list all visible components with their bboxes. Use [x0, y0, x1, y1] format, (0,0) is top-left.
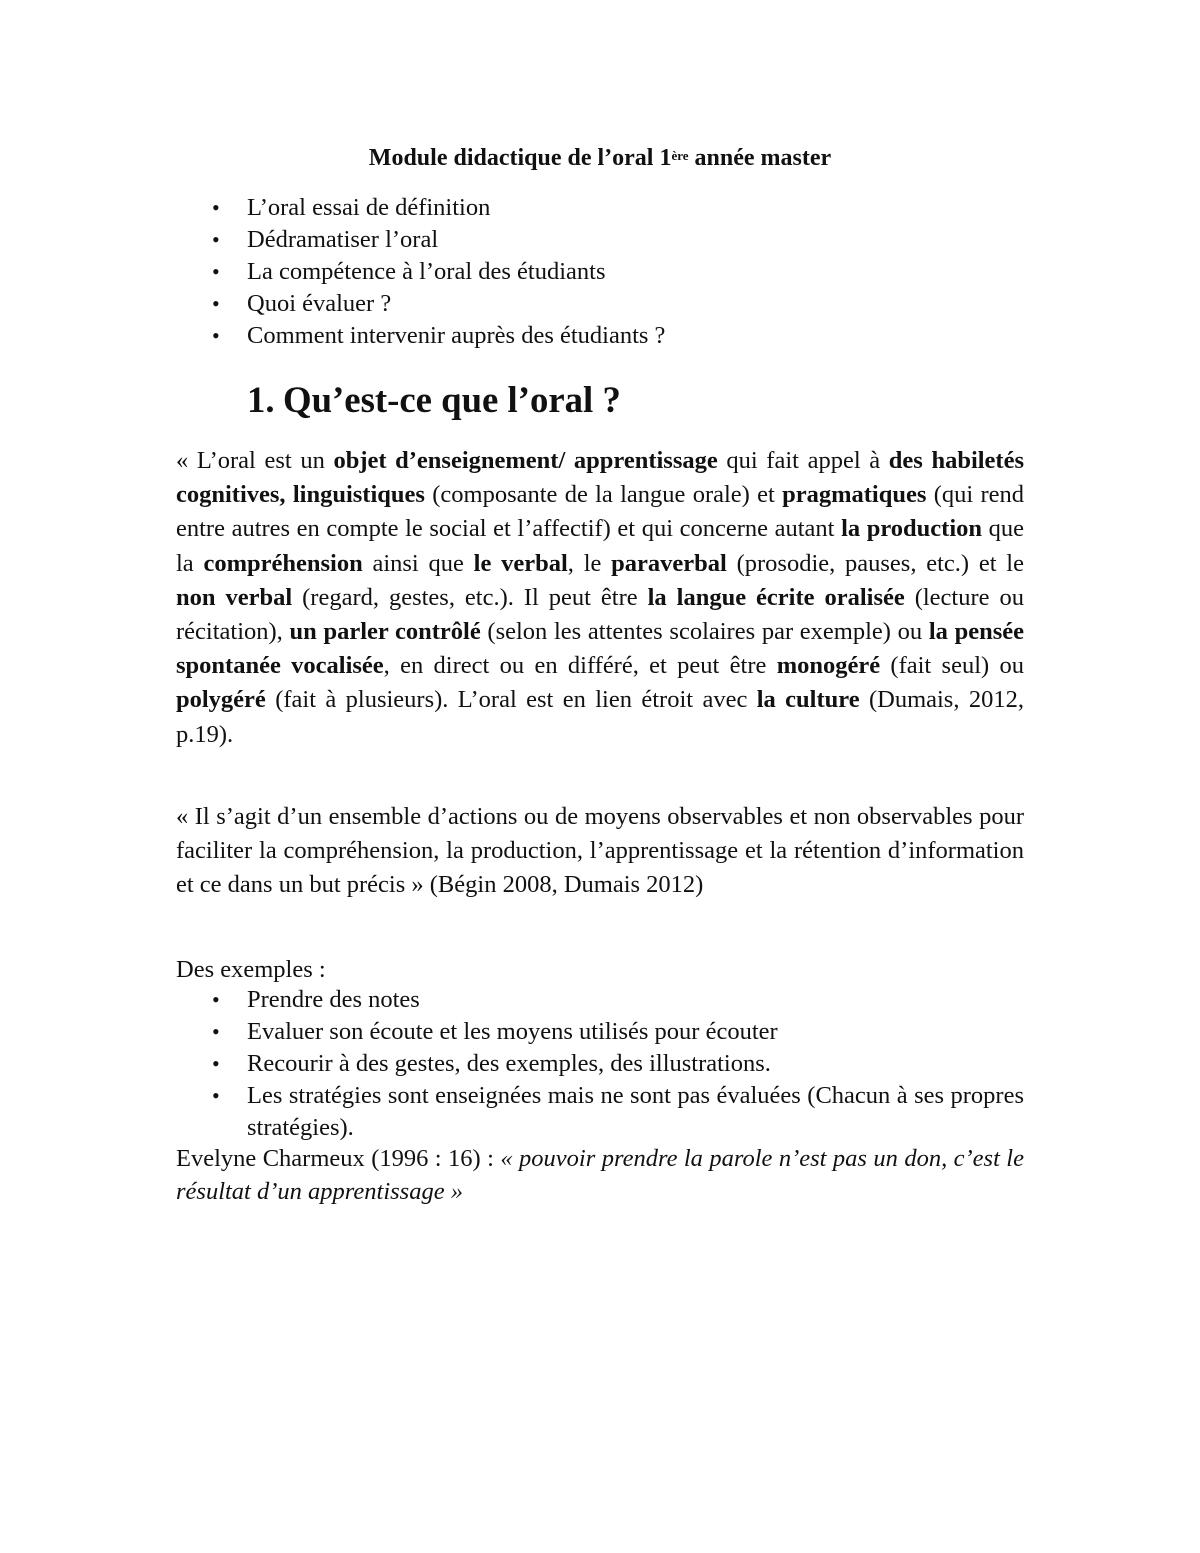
- section-heading: [247, 379, 621, 420]
- paragraph-text: (prosodie, pauses, etc.) et le: [726, 549, 1024, 577]
- list-item: [0, 320, 665, 352]
- list-item: [0, 256, 665, 288]
- title-main: Module didactique de l’oral 1: [368, 145, 672, 171]
- bold-term: la production: [841, 515, 983, 543]
- paragraph-text: (regard, gestes, etc.). Il peut être: [292, 583, 648, 611]
- list-item: [0, 1048, 1024, 1080]
- examples-list: [0, 984, 1024, 1144]
- toc-list: [0, 192, 665, 352]
- bullet-icon: •: [212, 1083, 220, 1108]
- bold-term: la culture: [756, 686, 860, 714]
- bullet-icon: •: [212, 987, 220, 1012]
- list-item: [0, 1016, 1024, 1048]
- paragraph-text: ainsi que: [362, 549, 474, 577]
- section-title: Qu’est-ce que l’oral ?: [283, 379, 621, 420]
- paragraph-text: (composante de la langue orale) et: [424, 481, 783, 509]
- quote-text: « pouvoir prendre la parole n’est pas un don, c’est le résultat d’un apprentissage »: [176, 1145, 1024, 1205]
- paragraph-text: (qui rend entre autres en compte le social et l’affectif) et qui concerne autant: [176, 481, 1024, 543]
- bullet-icon: •: [212, 1019, 220, 1044]
- definition-paragraph: [176, 444, 1024, 752]
- list-item: [0, 984, 1024, 1016]
- bullet-icon: •: [212, 1051, 220, 1076]
- bullet-icon: •: [212, 227, 220, 252]
- list-item-text: La compétence à l’oral des étudiants: [247, 258, 606, 285]
- paragraph-text: (fait à plusieurs). L’oral est en lien étroit avec: [265, 686, 757, 714]
- bold-term: non verbal: [176, 583, 293, 611]
- list-item: [0, 224, 665, 256]
- bold-term: compréhension: [203, 549, 363, 577]
- bold-term: paraverbal: [611, 549, 727, 577]
- section-number: 1.: [247, 379, 275, 420]
- bold-term: un parler contrôlé: [289, 618, 481, 646]
- document-title: [0, 142, 1200, 174]
- bold-term: pragmatiques: [782, 481, 927, 509]
- title-superscript: ère: [671, 148, 689, 163]
- paragraph-text: que la: [176, 515, 1024, 577]
- bullet-icon: •: [212, 259, 220, 284]
- list-item-text: Les stratégies sont enseignées mais ne sont pas évaluées (Chacun à ses propres stratégies).: [247, 1082, 1024, 1141]
- list-item: [0, 192, 665, 224]
- list-item-text: Evaluer son écoute et les moyens utilisés pour écouter: [247, 1018, 778, 1045]
- bullet-icon: •: [212, 195, 220, 220]
- paragraph-text: (selon les attentes scolaires par exemple) ou: [480, 618, 929, 646]
- bold-term: des habiletés cognitives, linguistiques: [176, 447, 1025, 509]
- bullet-icon: •: [212, 291, 220, 316]
- list-item-text: Recourir à des gestes, des exemples, des illustrations.: [247, 1050, 771, 1077]
- bold-term: le verbal: [473, 549, 568, 577]
- list-item-text: Prendre des notes: [247, 986, 420, 1013]
- paragraph-text: (fait seul) ou: [880, 652, 1024, 680]
- bold-term: objet d’enseignement/ apprentissage: [333, 447, 718, 474]
- bold-term: la pensée spontanée vocalisée: [176, 618, 1025, 680]
- bold-term: polygéré: [176, 686, 266, 714]
- paragraph-text: qui fait appel à: [717, 447, 889, 474]
- list-item: [0, 288, 665, 320]
- quote-paragraph: [176, 1142, 1024, 1208]
- examples-label: Des exemples :: [176, 956, 326, 983]
- quote-author: Evelyne Charmeux (1996 : 16) :: [176, 1145, 501, 1172]
- strategy-paragraph: « Il s’agit d’un ensemble d’actions ou de moyens observables et non observables pour faciliter la compréhension, la production, l’apprentissage et la rétention d’information et ce dans un but précis » (Bégin 2008, Dumais 2012): [176, 803, 1024, 899]
- paragraph-text: , le: [567, 549, 612, 577]
- list-item-text: Quoi évaluer ?: [247, 290, 392, 317]
- bold-term: monogéré: [776, 652, 881, 680]
- bold-term: la langue écrite oralisée: [647, 583, 905, 611]
- list-item-text: Dédramatiser l’oral: [247, 226, 439, 253]
- paragraph-text: , en direct ou en différé, et peut être: [383, 652, 777, 680]
- list-item: [0, 1080, 1024, 1144]
- list-item-text: L’oral essai de définition: [247, 194, 491, 221]
- bullet-icon: •: [212, 323, 220, 348]
- paragraph-text: « L’oral est un: [176, 447, 334, 474]
- list-item-text: Comment intervenir auprès des étudiants ?: [247, 322, 666, 349]
- paragraph-text: (Dumais, 2012, p.19).: [176, 686, 1024, 748]
- paragraph-text: (lecture ou récitation),: [176, 583, 1024, 646]
- title-end: année master: [688, 145, 832, 171]
